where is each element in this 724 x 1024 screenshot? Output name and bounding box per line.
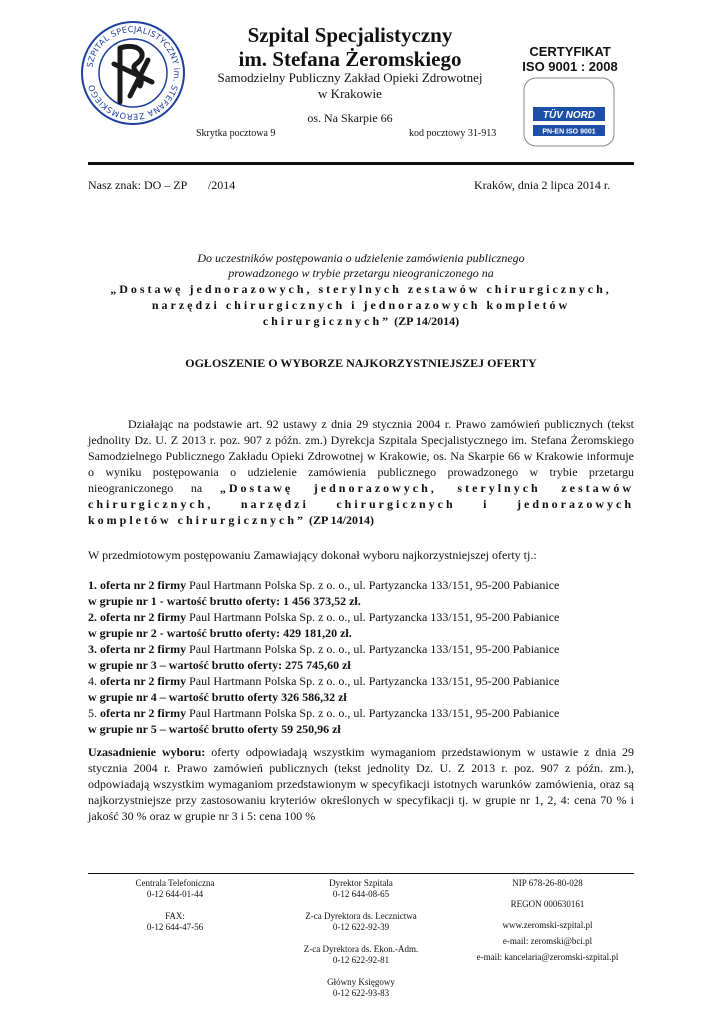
justification-text: oferty odpowiadają wszystkim wymaganiom przedstawionym w ustawie z dnia 29 stycznia 2004 r. Prawo zamówień publicznych (tekst jednolity Dz. U. Z 2013 r. poz. 907 z późn. zm.), odpowiadają wszystkim wymaganiom przedstawionym w specyfikacji istotnych warunków zamówienia, oraz są najkorzystniejsze przy zastosowaniu kryteriów określonych w specyfikacji tj. w grupie nr 1, 2, 4: cena 70 % i jakość 30 % oraz w grupie nr 3 i 5: cena 100 % [88, 745, 634, 823]
header-divider [88, 162, 634, 165]
offer-1-line [88, 577, 648, 593]
footer-col-registry [460, 878, 635, 963]
offer-2-value: w grupie nr 2 - wartość brutto oferty: 429 181,20 zł. [88, 626, 352, 640]
footer-email-link[interactable]: e-mail: zeromski@bci.pl [502, 936, 593, 946]
footer-director-number: 0-12 644-08-65 [332, 889, 390, 899]
footer-website-link[interactable]: www.zeromski-szpital.pl [502, 920, 593, 930]
offer-3-line [88, 641, 648, 657]
offer-2-firm: Paul Hartmann Polska Sp. z o. o., ul. Partyzancka 133/151, 95-200 Pabianice [186, 610, 560, 624]
intro-paragraph [88, 416, 634, 528]
offers-list [88, 577, 648, 737]
footer-nip: NIP 678-26-80-028 [512, 878, 583, 888]
offer-5-value: w grupie nr 5 – wartość brutto oferty 59 250,96 zł [88, 722, 341, 736]
offer-5-firm: Paul Hartmann Polska Sp. z o. o., ul. Partyzancka 133/151, 95-200 Pabianice [186, 706, 560, 720]
footer-deputy-econ-number: 0-12 622-92-81 [332, 955, 390, 965]
footer-accountant-label: Główny Księgowy [327, 977, 395, 987]
hospital-title [190, 23, 510, 71]
our-reference-text: Nasz znak: DO – ZP /2014 [88, 178, 236, 192]
footer-deputy-medical-number: 0-12 622-92-39 [332, 922, 390, 932]
intro-subject: „Dostawę jednorazowych, sterylnych zestawów chirurgicznych, narzędzi chirurgicznych i jednorazowych kompletów chirurgicznych” [88, 481, 634, 527]
offer-1-firm: Paul Hartmann Polska Sp. z o. o., ul. Partyzancka 133/151, 95-200 Pabianice [186, 578, 560, 592]
offer-3-number: 3. oferta nr 2 firmy [88, 642, 187, 656]
intro-code: (ZP 14/2014) [306, 513, 374, 527]
offer-1-value: w grupie nr 1 - wartość brutto oferty: 1 456 373,52 zł. [88, 594, 361, 608]
subject [88, 281, 634, 329]
footer-divider [88, 873, 634, 874]
hospital-subtitle-line2: w Krakowie [318, 86, 382, 101]
offer-4-firm: Paul Hartmann Polska Sp. z o. o., ul. Partyzancka 133/151, 95-200 Pabianice [186, 674, 560, 688]
offer-1-number: 1. oferta nr 2 firmy [88, 578, 187, 592]
offer-4-value: w grupie nr 4 – wartość brutto oferty 326 586,32 zł [88, 690, 347, 704]
offer-4-number: oferta nr 2 firmy [100, 674, 187, 688]
choice-intro: W przedmiotowym postępowaniu Zamawiający dokonał wyboru najkorzystniejszej oferty tj.: [88, 548, 537, 562]
subject-text: „Dostawę jednorazowych, sterylnych zestawów chirurgicznych, narzędzi chirurgicznych i jednorazowych kompletów chirurgicznych” [110, 282, 612, 328]
offer-2-number: 2. oferta nr 2 firmy [88, 610, 187, 624]
hospital-title-line1: Szpital Specjalistyczny [247, 23, 453, 47]
footer-deputy-econ-label: Z-ca Dyrektora ds. Ekon.-Adm. [303, 944, 419, 954]
postal-code: kod pocztowy 31-913 [409, 128, 497, 139]
offer-3-value: w grupie nr 3 – wartość brutto oferty: 275 745,60 zł [88, 658, 351, 672]
footer-col-directors [276, 878, 446, 999]
subject-code: (ZP 14/2014) [391, 314, 460, 328]
footer-deputy-medical-label: Z-ca Dyrektora ds. Lecznictwa [305, 911, 417, 921]
our-reference [88, 178, 235, 193]
place-date: Kraków, dnia 2 lipca 2014 r. [474, 178, 611, 192]
footer-director-label: Dyrektor Szpitala [329, 878, 393, 888]
badge-brand: TÜV NORD [542, 110, 596, 121]
justification [88, 744, 634, 824]
footer-fax-number: 0-12 644-47-56 [146, 922, 204, 932]
logo-ring-text: SZPITAL SPECJALISTYCZNY im. STEFANA ŻEROMSKIEGO [84, 23, 183, 123]
offer-4-line [88, 673, 648, 689]
footer-col-phones [100, 878, 250, 933]
offer-4-index: 4. [88, 674, 100, 688]
offer-2-line [88, 609, 648, 625]
hospital-subtitle-line1: Samodzielny Publiczny Zakład Opieki Zdrowotnej [217, 70, 483, 85]
footer-switchboard-number: 0-12 644-01-44 [146, 889, 204, 899]
hospital-subtitle [190, 70, 510, 102]
offer-5-number: oferta nr 2 firmy [100, 706, 187, 720]
hospital-address: os. Na Skarpie 66 [307, 111, 393, 125]
tuv-nord-badge [523, 77, 615, 147]
offer-5-line [88, 705, 648, 721]
document-heading: OGŁOSZENIE O WYBORZE NAJKORZYSTNIEJSZEJ OFERTY [185, 356, 537, 370]
hospital-title-line2: im. Stefana Żeromskiego [238, 47, 462, 71]
badge-norm: PN-EN ISO 9001 [542, 128, 596, 136]
intro-text: Działając na podstawie art. 92 ustawy z dnia 29 stycznia 2004 r. Prawo zamówień publicznych (tekst jednolity Dz. U. Z 2013 r. poz. 907 z późn. zm.) Dyrekcja Szpitala Specjalistycznego im. Stefana Żeromskiego Samodzielnego Publicznego Zakładu Opieki Zdrowotnej w Krakowie, os. Na Skarpie 66 w Krakowie informuje o wyniku postępowania o udzielenie zamówienia publicznego prowadzonego w trybie przetargu nieograniczonego na [88, 417, 634, 495]
certificate-standard: ISO 9001 : 2008 [522, 59, 618, 74]
hospital-logo [80, 20, 186, 126]
footer-switchboard-label: Centrala Telefoniczna [135, 878, 215, 888]
footer-accountant-number: 0-12 622-93-83 [332, 988, 390, 998]
certificate-label [510, 44, 630, 74]
offer-5-index: 5. [88, 706, 100, 720]
footer-email-office-link[interactable]: e-mail: kancelaria@zeromski-szpital.pl [476, 952, 619, 962]
addressee-line1: Do uczestników postępowania o udzielenie zamówienia publicznego [197, 251, 525, 265]
po-box: Skrytka pocztowa 9 [196, 128, 276, 139]
addressee [88, 251, 634, 281]
certificate-title: CERTYFIKAT [529, 44, 611, 59]
addressee-line2: prowadzonego w trybie przetargu nieograniczonego na [228, 266, 494, 280]
footer-regon: REGON 000630161 [510, 899, 585, 909]
offer-3-firm: Paul Hartmann Polska Sp. z o. o., ul. Partyzancka 133/151, 95-200 Pabianice [186, 642, 560, 656]
footer-fax-label: FAX: [165, 911, 185, 921]
justification-label: Uzasadnienie wyboru: [88, 745, 206, 759]
